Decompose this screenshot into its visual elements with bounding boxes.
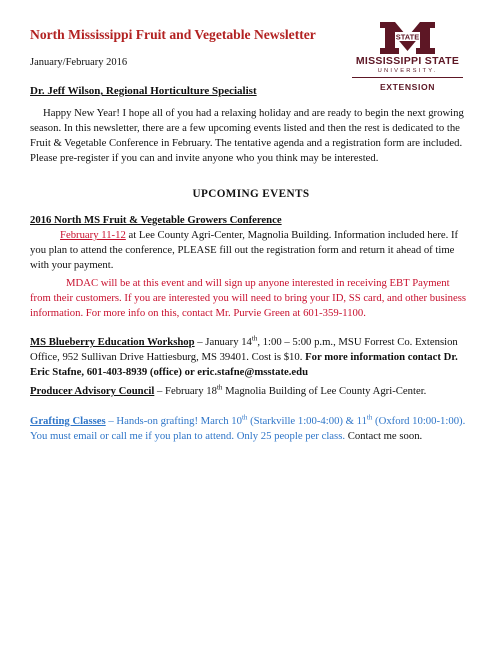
conference-block [30,213,472,273]
conference-dates: February 11-12 [60,229,126,241]
mdac-paragraph: MDAC will be at this event and will sign up anyone interested in receiving EBT Payment from their customers. If you are interested you will need to bring your ID, SS card, and other business information. For more info on this, contact Mr. Purvie Green at 601-359-1100. [30,277,467,319]
conference-title: 2016 North MS Fruit & Vegetable Growers Conference [30,214,282,226]
advisory-title: Producer Advisory Council [30,385,155,397]
newsletter-title: North Mississippi Fruit and Vegetable Newsletter [30,27,316,42]
logo-divider [352,77,463,78]
advisory-date: – February 18 [154,385,217,397]
grafting-title-link[interactable]: Grafting Classes [30,415,106,427]
blueberry-block [30,335,472,380]
blueberry-title: MS Blueberry Education Workshop [30,336,195,348]
logo-university: UNIVERSITY. [377,68,438,74]
grafting-part2: (Starkville 1:00-4:00) & 11 [247,415,367,427]
grafting-block [30,414,472,444]
conference-body: at Lee County Agri-Center, Magnolia Building. Information included here. If you plan to attend the conference, PLEASE fill out the registration form and return it ahead of time with your payment. [30,229,459,271]
grafting-part1: – Hands-on grafting! March 10 [105,415,242,427]
advisory-date-suffix: th [216,383,223,392]
grafting-suffix2: th [366,413,373,422]
blueberry-contact: For more information contact Dr. Eric Stafne, 601-403-8939 (office) or eric.stafne@msstate.edu [30,351,458,378]
msu-extension-logo [340,22,475,92]
grafting-part3: (Oxford 10:00-1:00). You must email or call me if you plan to attend. Only 25 people per class. [30,415,466,442]
grafting-tail: Contact me soon. [345,430,423,442]
shield-text: STATE [395,32,420,42]
advisory-block [30,384,472,399]
blueberry-body: , 1:00 – 5:00 p.m., MSU Forrest Co. Extension Office, 952 Sullivan Drive Hattiesburg, MS 39401. Cost is $10. [30,336,458,363]
advisory-body: Magnolia Building of Lee County Agri-Center. [222,385,427,397]
author-line: Dr. Jeff Wilson, Regional Horticulture Specialist [30,85,257,97]
logo-extension: EXTENSION [379,82,436,92]
logo-wordmark: MISSISSIPPI STATE [355,55,460,67]
issue-date: January/February 2016 [30,57,128,68]
section-heading: UPCOMING EVENTS [192,188,310,200]
blueberry-date-suffix: th [251,334,258,343]
grafting-suffix1: th [241,413,248,422]
intro-paragraph: Happy New Year! I hope all of you had a relaxing holiday and are ready to begin the next growing season. In this newsletter, there are a few upcoming events listed and then the rest is dedicated to the Fruit & Vegetable Conference in February. The tentative agenda and a registration form are included. Please pre-register if you can and invite anyone who you think may be interested. [30,107,464,164]
blueberry-date: – January 14 [194,336,252,348]
msu-m-shield-icon [378,22,437,54]
